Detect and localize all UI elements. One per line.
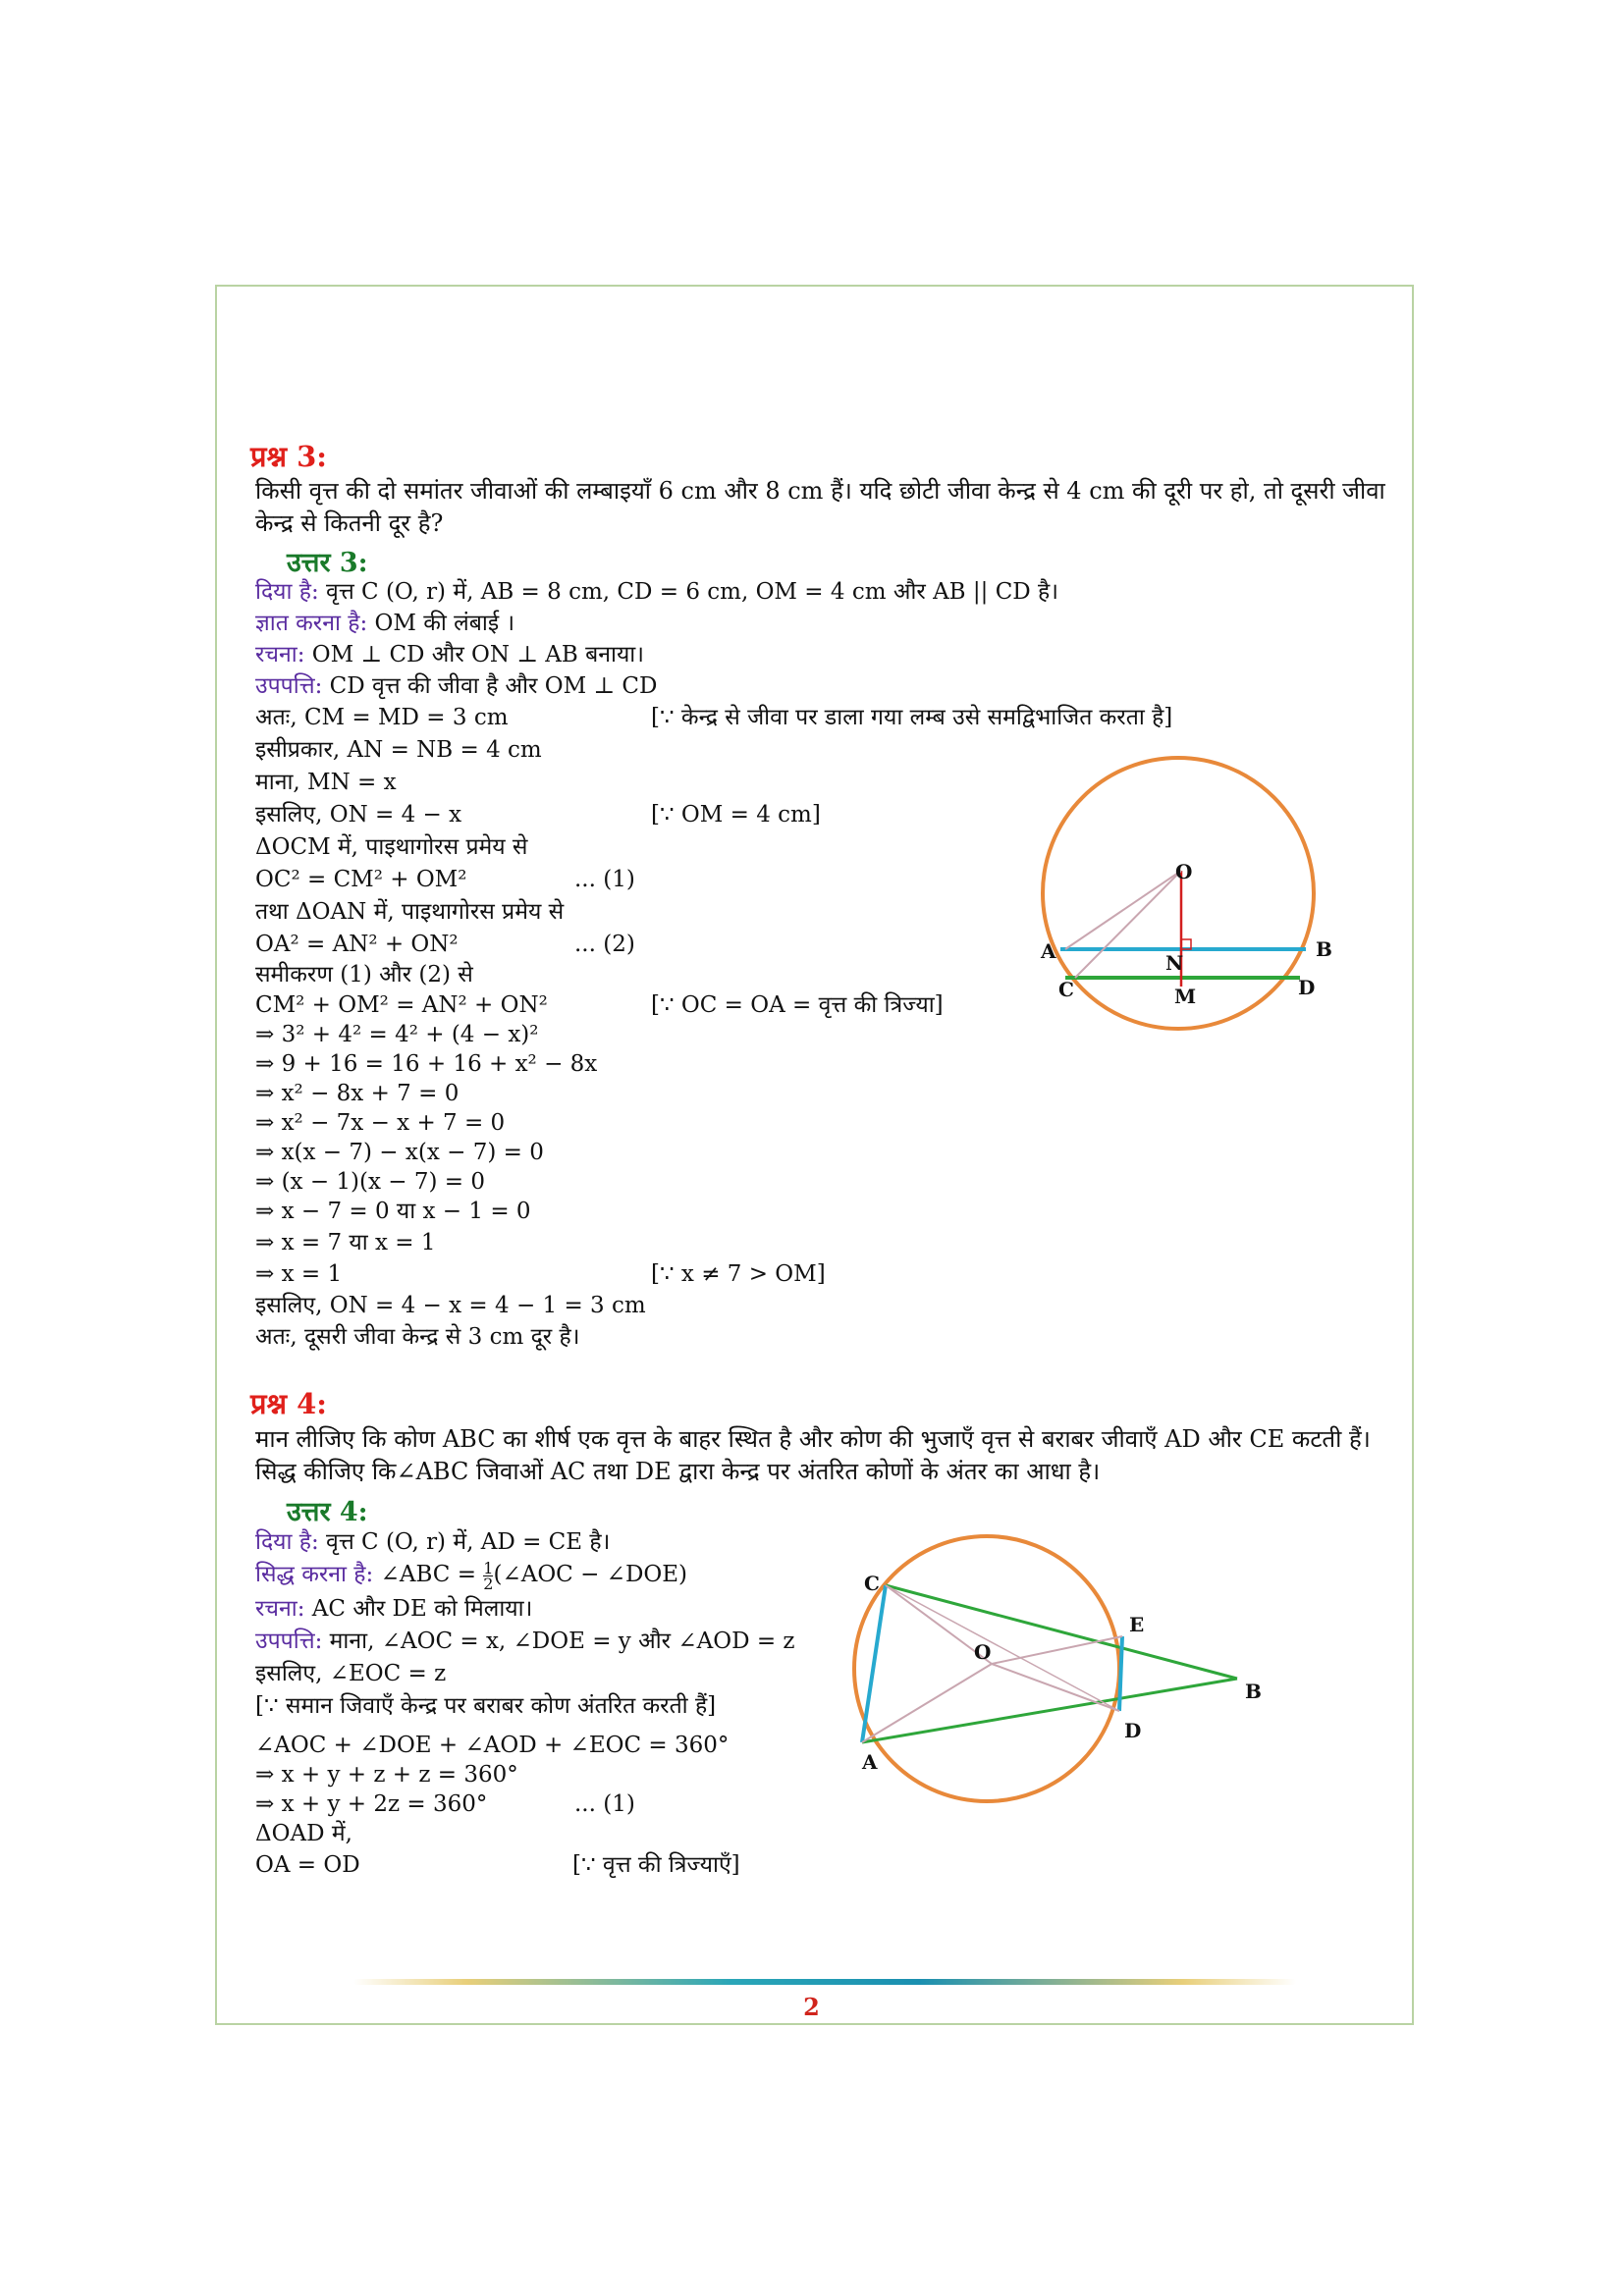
construction-label-q4: रचना: xyxy=(255,1596,305,1622)
answer-4-heading: उत्तर 4: xyxy=(287,1497,368,1527)
reason-bisect: [∵ केन्द्र से जीवा पर डाला गया लम्ब उसे समद्विभाजित करता है] xyxy=(651,705,1173,730)
to-prove-angles: (∠AOC − ∠DOE) xyxy=(493,1562,688,1587)
label-c: C xyxy=(1058,978,1074,1001)
label-b: B xyxy=(1245,1680,1262,1703)
step-line: ΔOCM में, पाइथागोरस प्रमेय से xyxy=(255,834,528,860)
step-line: ⇒ (x − 1)(x − 7) = 0 xyxy=(255,1169,485,1195)
step-line-q4: ⇒ x + y + z + z = 360° xyxy=(255,1762,518,1788)
proof-label-q4: उपपत्ति: xyxy=(255,1629,323,1654)
label-d: D xyxy=(1298,976,1316,999)
step-line: इसलिए, ON = 4 − x xyxy=(255,802,462,828)
find-label: ज्ञात करना है: xyxy=(255,611,368,636)
ray-ba xyxy=(862,1679,1237,1742)
given-label: दिया है: xyxy=(255,579,319,605)
step-line-q4: ∠AOC + ∠DOE + ∠AOD + ∠EOC = 360° xyxy=(255,1733,730,1758)
construction-text: OM ⊥ CD और ON ⊥ AB बनाया। xyxy=(304,642,644,667)
fraction-half xyxy=(483,1558,494,1593)
given-text-q4: वृत्त C (O, r) में, AD = CE है। xyxy=(318,1529,611,1555)
given-line xyxy=(255,576,1058,608)
step-line: ⇒ x² − 7x − x + 7 = 0 xyxy=(255,1110,506,1136)
reason-radii: [∵ वृत्त की त्रिज्याएँ] xyxy=(572,1852,740,1878)
proof-line-q4 xyxy=(255,1626,795,1657)
label-o: O xyxy=(1175,860,1193,883)
label-o: O xyxy=(974,1640,992,1664)
step-line-q4: ΔOAD में, xyxy=(255,1821,352,1846)
reason-om: [∵ OM = 4 cm] xyxy=(651,802,821,828)
chord-ac xyxy=(862,1585,886,1742)
equation-ref-1-q4: ... (1) xyxy=(574,1791,635,1817)
step-line: CM² + OM² = AN² + ON² xyxy=(255,992,548,1018)
given-text: वृत्त C (O, r) में, AB = 8 cm, CD = 6 cm, OM = 4 cm और AB || CD है। xyxy=(318,579,1058,605)
radius-oa xyxy=(1065,871,1181,949)
proof-label: उपपत्ति: xyxy=(255,673,323,699)
step-line: OA² = AN² + ON² xyxy=(255,932,459,957)
conclusion-line: अतः, दूसरी जीवा केन्द्र से 3 cm दूर है। xyxy=(255,1324,580,1350)
step-line: ⇒ x − 7 = 0 या x − 1 = 0 xyxy=(255,1199,531,1224)
label-d: D xyxy=(1124,1719,1142,1742)
radius-od xyxy=(992,1664,1119,1711)
footer-divider xyxy=(353,1979,1296,1985)
step-line: ⇒ x(x − 7) − x(x − 7) = 0 xyxy=(255,1140,544,1165)
question-4-heading: प्रश्न 4: xyxy=(250,1387,327,1420)
radius-oe xyxy=(992,1636,1122,1664)
construction-label: रचना: xyxy=(255,642,305,667)
question-4-text: मान लीजिए कि कोण ABC का शीर्ष एक वृत्त के बाहर स्थित है और कोण की भुजाएँ वृत्त से बराबर जीवाएँ AD और CE कटती हैं। सिद्ध कीजिए कि∠ABC जिवाओं AC तथा DE द्वारा केन्द्र पर अंतरित कोणों के अंतर का आधा है। xyxy=(255,1425,1371,1485)
segment-cd xyxy=(886,1585,1119,1711)
step-line: समीकरण (1) और (2) से xyxy=(255,962,473,988)
label-m: M xyxy=(1174,985,1197,1008)
step-line: इसलिए, ON = 4 − x = 4 − 1 = 3 cm xyxy=(255,1293,646,1318)
step-line-q4: OA = OD xyxy=(255,1852,360,1878)
given-label-q4: दिया है: xyxy=(255,1529,319,1555)
find-line xyxy=(255,608,514,639)
to-prove-expression: ∠ABC = xyxy=(373,1562,484,1587)
step-line: इसीप्रकार, AN = NB = 4 cm xyxy=(255,737,542,763)
label-c: C xyxy=(864,1572,880,1595)
construction-text-q4: AC और DE को मिलाया। xyxy=(304,1596,533,1622)
fraction-numerator: 1 xyxy=(483,1558,494,1577)
label-n: N xyxy=(1165,951,1184,975)
question-3-text: किसी वृत्त की दो समांतर जीवाओं की लम्बाइयाँ 6 cm और 8 cm हैं। यदि छोटी जीवा केन्द्र से 4 cm की दूरी पर हो, तो दूसरी जीवा केन्द्र से कितनी दूर है? xyxy=(255,477,1385,537)
ray-bc xyxy=(886,1585,1237,1679)
circle-outline xyxy=(854,1536,1119,1801)
proof-text-q4: माना, ∠AOC = x, ∠DOE = y और ∠AOD = z xyxy=(322,1629,795,1654)
to-prove-line xyxy=(255,1559,687,1591)
proof-line xyxy=(255,670,657,702)
reason-radius: [∵ OC = OA = वृत्त की त्रिज्या] xyxy=(651,992,944,1018)
label-a: A xyxy=(1041,939,1056,963)
question-3-heading: प्रश्न 3: xyxy=(250,440,327,473)
reason-x-not-7: [∵ x ≠ 7 > OM] xyxy=(651,1261,826,1287)
step-line: OC² = CM² + OM² xyxy=(255,867,467,892)
step-line: ⇒ 3² + 4² = 4² + (4 − x)² xyxy=(255,1022,539,1047)
step-line-q4: [∵ समान जिवाएँ केन्द्र पर बराबर कोण अंतरित करती हैं] xyxy=(255,1693,717,1719)
label-a: A xyxy=(862,1750,878,1774)
construction-line xyxy=(255,639,644,670)
find-text: OM की लंबाई । xyxy=(367,611,515,636)
step-line: तथा ΔOAN में, पाइथागोरस प्रमेय से xyxy=(255,899,565,925)
label-b: B xyxy=(1316,937,1332,961)
step-line: अतः, CM = MD = 3 cm xyxy=(255,705,509,730)
to-prove-label: सिद्ध करना है: xyxy=(255,1562,374,1587)
construction-line-q4 xyxy=(255,1593,532,1625)
label-e: E xyxy=(1129,1613,1145,1636)
figure-q4-circle xyxy=(844,1522,1365,1806)
step-line: ⇒ 9 + 16 = 16 + 16 + x² − 8x xyxy=(255,1051,598,1077)
equation-ref-1: ... (1) xyxy=(574,867,635,892)
step-line-q4: ⇒ x + y + 2z = 360° xyxy=(255,1791,488,1817)
equation-ref-2: ... (2) xyxy=(574,932,635,957)
proof-text: CD वृत्त की जीवा है और OM ⊥ CD xyxy=(322,673,658,699)
step-line: माना, MN = x xyxy=(255,770,397,795)
figure-q3-circle xyxy=(1021,746,1335,1041)
step-line: ⇒ x² − 8x + 7 = 0 xyxy=(255,1081,460,1106)
given-line-q4 xyxy=(255,1526,610,1558)
step-line-q4: इसलिए, ∠EOC = z xyxy=(255,1661,447,1686)
answer-3-heading: उत्तर 3: xyxy=(287,548,368,578)
step-line: ⇒ x = 1 xyxy=(255,1261,343,1287)
page-number: 2 xyxy=(803,1993,820,2021)
step-line: ⇒ x = 7 या x = 1 xyxy=(255,1230,436,1255)
fraction-denominator: 2 xyxy=(483,1574,494,1593)
